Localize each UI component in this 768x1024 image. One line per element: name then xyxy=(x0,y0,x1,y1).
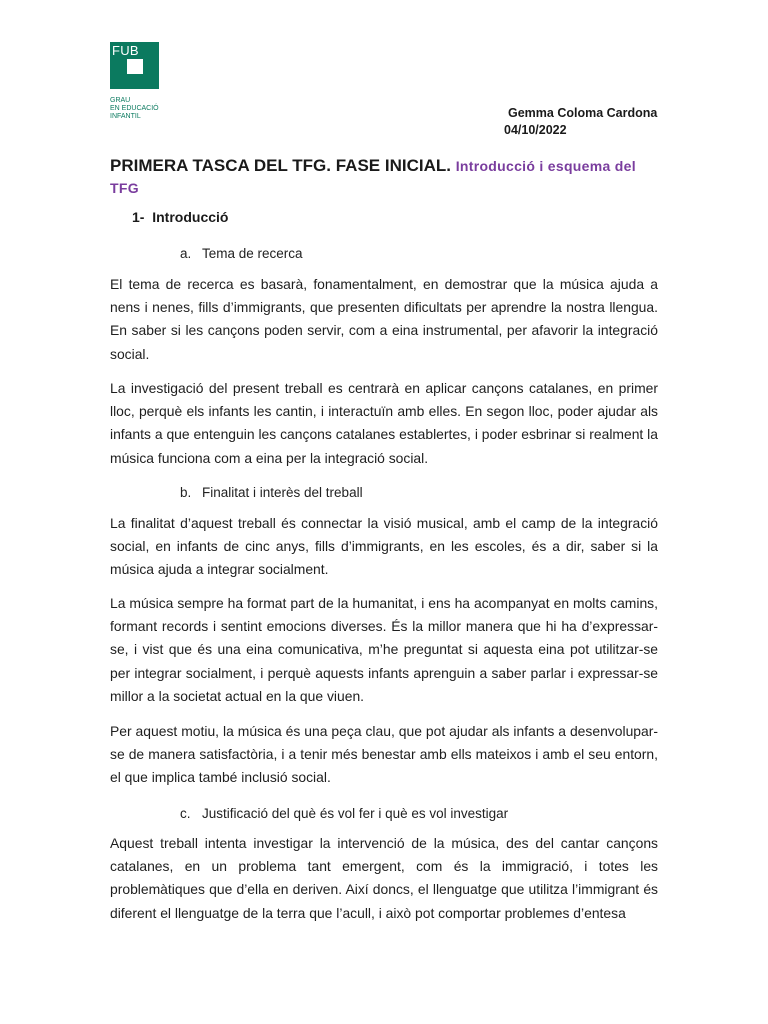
logo-caption-line: INFANTIL xyxy=(110,113,141,120)
subsection-heading xyxy=(180,806,508,821)
logo-square-icon xyxy=(127,59,143,74)
paragraph: Per aquest motiu, la música és una peça clau, que pot ajudar als infants a desenvolupar-se de manera satisfactòria, i a tenir més benestar amb ells mateixos i amb el seu entorn, el que implica també inclusió social. xyxy=(110,723,658,786)
document-date: 04/10/2022 xyxy=(504,123,567,137)
subsection-letter: a. xyxy=(180,246,192,261)
subsection-title: Tema de recerca xyxy=(202,246,303,261)
paragraph: El tema de recerca es basarà, fonamentalment, en demostrar que la música ajuda a nens i nenes, fills d’immigrants, que presenten dificultats per aprendre la nostra llengua. En saber si les cançons poden servir, com a eina instrumental, per afavorir la integració social. xyxy=(110,276,658,362)
section-title: Introducció xyxy=(152,209,229,225)
subsection-letter: c. xyxy=(180,806,191,821)
logo-caption-line: GRAU xyxy=(110,97,131,104)
subsection-heading xyxy=(180,246,303,261)
section-number: 1- xyxy=(132,209,145,225)
logo-caption xyxy=(110,97,159,121)
subsection-title: Finalitat i interès del treball xyxy=(202,485,363,500)
title-dot: . xyxy=(446,156,456,175)
paragraph: Aquest treball intenta investigar la intervenció de la música, des del cantar cançons catalanes, en un problema tant emergent, com és la immigració, i totes les problemàtiques que d’ella en deriven. Així doncs, el llenguatge que utilitza l’immigrant és diferent el llenguatge de la terra que l’acull, i això pot comportar problemes d’entesa xyxy=(110,835,658,921)
fub-logo xyxy=(110,42,159,89)
paragraph: La finalitat d’aquest treball és connectar la visió musical, amb el camp de la integració social, en infants de cinc anys, fills d’immigrants, en les escoles, és a dir, saber si la música ajuda a integrar socialment. xyxy=(110,515,658,578)
subsection-heading xyxy=(180,485,363,500)
title-main: PRIMERA TASCA DEL TFG. FASE INICIAL xyxy=(110,156,447,175)
logo-text: FUB xyxy=(112,43,139,58)
logo-caption-line: EN EDUCACIÓ xyxy=(110,105,159,112)
document-title xyxy=(110,155,658,199)
author-name: Gemma Coloma Cardona xyxy=(508,106,658,120)
subsection-title: Justificació del què és vol fer i què es vol investigar xyxy=(202,806,509,821)
paragraph: La investigació del present treball es centrarà en aplicar cançons catalanes, en primer lloc, perquè els infants les cantin, i interactuïn amb elles. En segon lloc, poder ajudar als infants a que entenguin les cançons catalanes establertes, i poder esbrinar si realment la música funciona com a eina per la integració social. xyxy=(110,380,658,466)
paragraph: La música sempre ha format part de la humanitat, i ens ha acompanyat en molts camins, formant records i sentint emocions diverses. És la millor manera que hi ha d’expressar-se, i vist que és una eina comunicativa, m’he preguntat si aquesta eina pot utilitzar-se per integrar socialment, i perquè aquests infants aprenguin a saber parlar i expressar-se millor a la societat actual en la que viuen. xyxy=(110,595,658,704)
title-subtitle: Introducció i esquema del TFG xyxy=(110,158,636,196)
subsection-letter: b. xyxy=(180,485,192,500)
section-heading xyxy=(132,209,228,225)
